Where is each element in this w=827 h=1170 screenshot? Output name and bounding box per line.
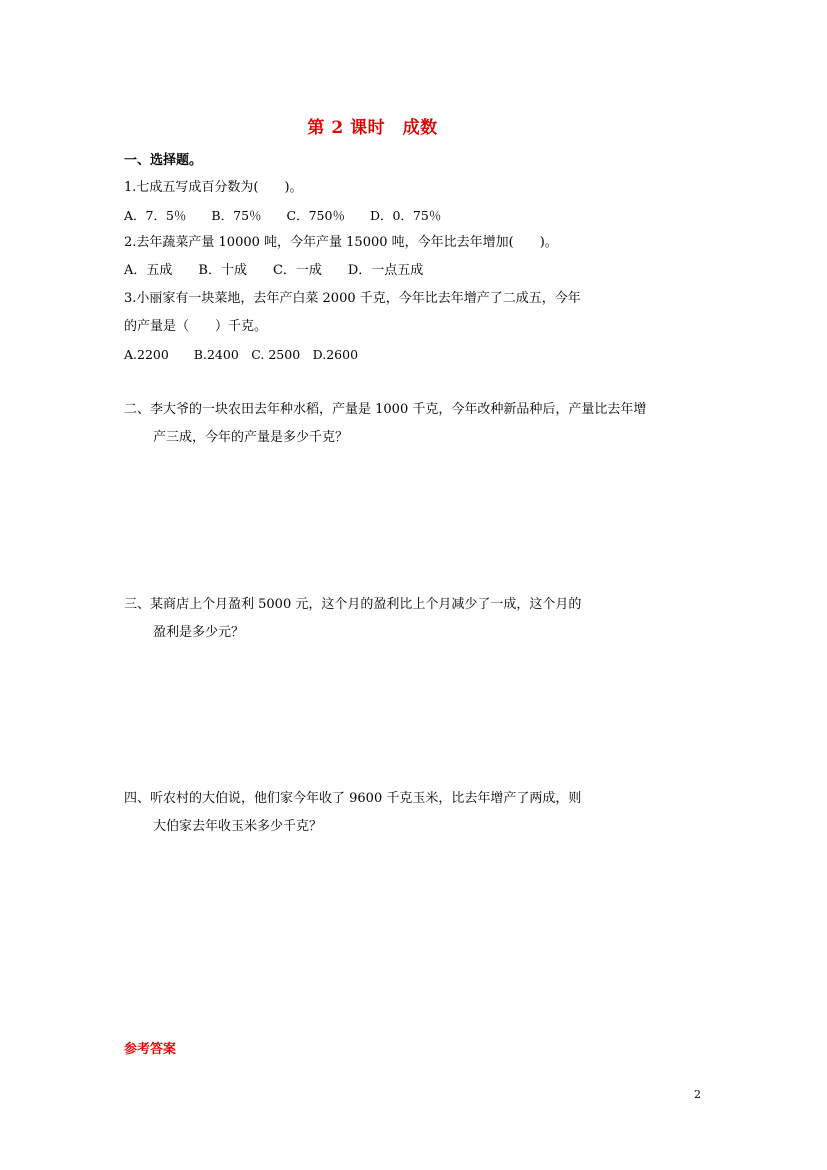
section-heading-choice: 一、选择题。 — [124, 153, 203, 168]
section-3-line2: 盈利是多少元？ — [153, 625, 245, 640]
question-3-line2: 的产量是（ ）千克。 — [124, 319, 268, 334]
section-3-line1: 三、某商店上个月盈利 5000 元，这个月的盈利比上个月减少了一成，这个月的 — [124, 597, 582, 612]
section-2-line1: 二、李大爷的一块农田去年种水稻，产量是 1000 千克，今年改种新品种后，产量比去年增 — [124, 402, 647, 417]
section-4-line1: 四、听农村的大伯说，他们家今年收了 9600 千克玉米，比去年增产了两成，则 — [124, 791, 582, 806]
question-3-options: A.2200 B.2400 C. 2500 D.2600 — [124, 347, 359, 362]
section-2-line2: 产三成，今年的产量是多少千克？ — [153, 430, 349, 445]
question-3-line1: 3.小丽家有一块菜地，去年产白菜 2000 千克，今年比去年增产了二成五，今年 — [124, 291, 581, 306]
question-2-options: A．五成 B．十成 C．一成 D．一点五成 — [124, 263, 424, 278]
section-4-line2: 大伯家去年收玉米多少千克？ — [153, 819, 323, 834]
question-1-options: A．7．5％ B．75％ C．750％ D．0．75％ — [124, 208, 442, 223]
page-number: 2 — [694, 1088, 701, 1101]
answer-heading: 参考答案 — [124, 1042, 177, 1057]
question-1-text: 1.七成五写成百分数为( )。 — [124, 180, 303, 195]
page-title: 第 2 课时 成数 — [307, 118, 438, 138]
question-2-text: 2.去年蔬菜产量 10000 吨，今年产量 15000 吨，今年比去年增加( )。 — [124, 235, 558, 250]
